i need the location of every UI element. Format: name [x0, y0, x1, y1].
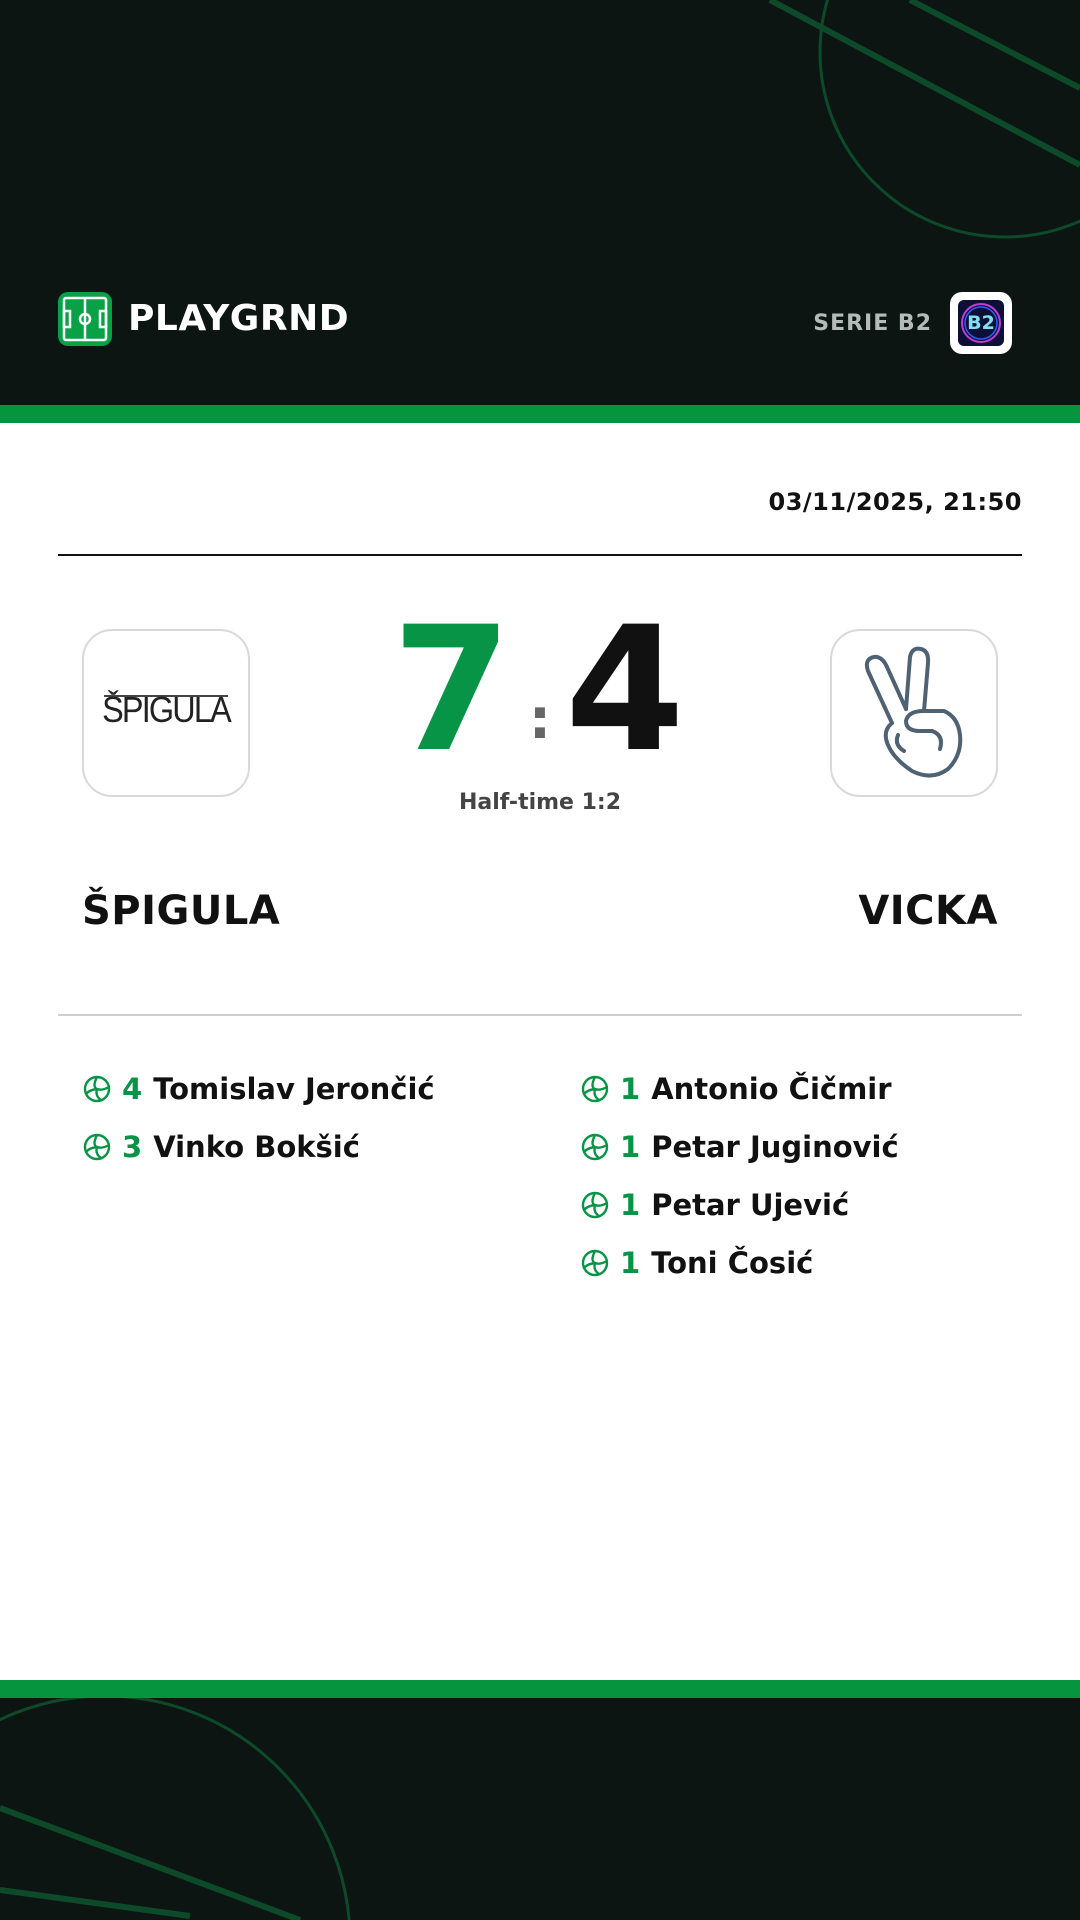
scorer-name: Vinko Bokšić [153, 1130, 360, 1164]
ball-icon [580, 1190, 610, 1220]
divider [58, 554, 1022, 556]
match-datetime: 03/11/2025, 21:50 [768, 488, 1022, 516]
scorer-name: Tomislav Jerončić [153, 1072, 435, 1106]
away-scorers-list [580, 1060, 899, 1292]
footer-accent-bar [0, 1680, 1080, 1698]
home-team-logo [82, 629, 250, 797]
peace-hand-icon [832, 631, 996, 795]
pitch-decoration [0, 1698, 1080, 1920]
scorer-item [580, 1060, 899, 1118]
scorer-name: Petar Ujević [651, 1188, 850, 1222]
halftime-score: Half-time 1:2 [458, 790, 622, 815]
away-score: 4 [565, 589, 685, 790]
divider [58, 1014, 1022, 1016]
scorer-item [580, 1234, 899, 1292]
scorer-item [82, 1060, 435, 1118]
header-banner [0, 0, 1080, 405]
league-logo [950, 292, 1012, 354]
header-accent-bar [0, 405, 1080, 423]
scorer-item [580, 1176, 899, 1234]
footer-banner [0, 1698, 1080, 1920]
league-logo-text: B2 [967, 312, 995, 334]
league-name: SERIE B2 [813, 311, 932, 336]
scorer-goals: 1 [620, 1188, 641, 1222]
scorer-goals: 1 [620, 1130, 641, 1164]
ball-icon [82, 1132, 112, 1162]
scorer-goals: 1 [620, 1072, 641, 1106]
scorer-item [82, 1118, 435, 1176]
scorer-name: Antonio Čičmir [651, 1072, 892, 1106]
away-team-logo [830, 629, 998, 797]
scorer-name: Toni Čosić [651, 1246, 814, 1280]
home-score: 7 [392, 589, 512, 790]
scorer-name: Petar Juginović [651, 1130, 899, 1164]
brand-logo-icon [58, 292, 112, 346]
brand-name: PLAYGRND [128, 298, 350, 339]
ball-icon [82, 1074, 112, 1104]
home-team-name: ŠPIGULA [82, 888, 281, 934]
score-separator: : [528, 687, 552, 752]
ball-icon [580, 1132, 610, 1162]
scorer-goals: 3 [122, 1130, 143, 1164]
ball-icon [580, 1248, 610, 1278]
home-team-logo-text: ŠPIGULA [102, 689, 230, 730]
away-team-name: VICKA [858, 888, 998, 934]
scorer-goals: 4 [122, 1072, 143, 1106]
home-scorers-list [82, 1060, 435, 1176]
scorer-goals: 1 [620, 1246, 641, 1280]
scorer-item [580, 1118, 899, 1176]
ball-icon [580, 1074, 610, 1104]
